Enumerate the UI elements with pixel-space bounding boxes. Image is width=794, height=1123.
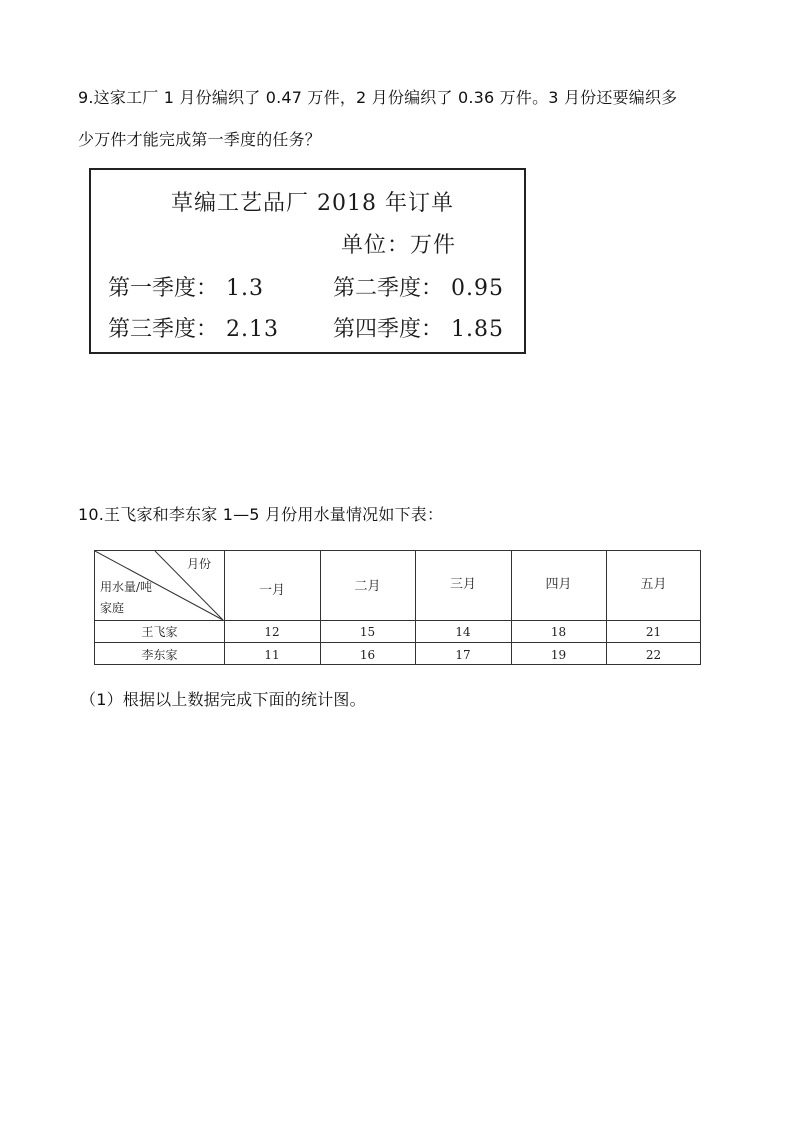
question-10-text: 10.王飞家和李东家 1—5 月份用水量情况如下表： — [78, 505, 444, 524]
quarter-label: 第三季度： — [108, 317, 219, 342]
row-family-label: 王飞家 — [141, 625, 178, 639]
quarter-value: 1.3 — [226, 276, 265, 301]
table-cell: 11 — [264, 648, 280, 662]
table-cell: 16 — [359, 648, 376, 662]
question-9-text-line2: 少万件才能完成第一季度的任务？ — [78, 130, 322, 149]
order-quarter-2 — [333, 275, 504, 303]
water-usage-table — [94, 550, 701, 665]
order-unit: 单位：万件 — [341, 233, 457, 258]
quarter-label: 第四季度： — [333, 317, 444, 342]
quarter-value: 1.85 — [451, 317, 504, 342]
quarter-value: 0.95 — [451, 276, 504, 301]
sub-question-1-text: （1）根据以上数据完成下面的统计图。 — [80, 690, 366, 709]
table-cell: 19 — [550, 648, 567, 662]
order-quarter-4 — [333, 316, 504, 344]
quarter-label: 第一季度： — [108, 276, 219, 301]
order-title: 草编工艺品厂 2018 年订单 — [171, 191, 454, 216]
quarter-value: 2.13 — [226, 317, 279, 342]
month-header: 五月 — [640, 577, 667, 592]
month-header: 二月 — [354, 579, 381, 594]
order-quarter-1 — [108, 275, 264, 303]
table-cell: 14 — [455, 625, 471, 639]
table-cell: 18 — [550, 625, 567, 639]
table-cell: 21 — [645, 625, 662, 639]
grid-line — [95, 620, 700, 621]
quarter-label: 第二季度： — [333, 276, 444, 301]
month-header: 四月 — [545, 577, 572, 592]
row-family-label: 李东家 — [141, 648, 178, 662]
corner-header-month: 月份 — [187, 557, 212, 571]
grid-line — [95, 642, 700, 643]
corner-header-family: 家庭 — [100, 601, 125, 615]
table-cell: 15 — [359, 625, 376, 639]
month-header: 一月 — [258, 583, 285, 598]
order-box — [89, 168, 526, 354]
question-9-text-line1: 9.这家工厂 1 月份编织了 0.47 万件，2 月份编织了 0.36 万件。3 月份还要编织多 — [78, 88, 678, 107]
table-cell: 17 — [455, 648, 471, 662]
table-cell: 22 — [645, 648, 662, 662]
order-quarter-3 — [108, 316, 279, 344]
corner-header-water: 用水量/吨 — [100, 580, 153, 594]
month-header: 三月 — [449, 577, 476, 592]
table-cell: 12 — [264, 625, 280, 639]
